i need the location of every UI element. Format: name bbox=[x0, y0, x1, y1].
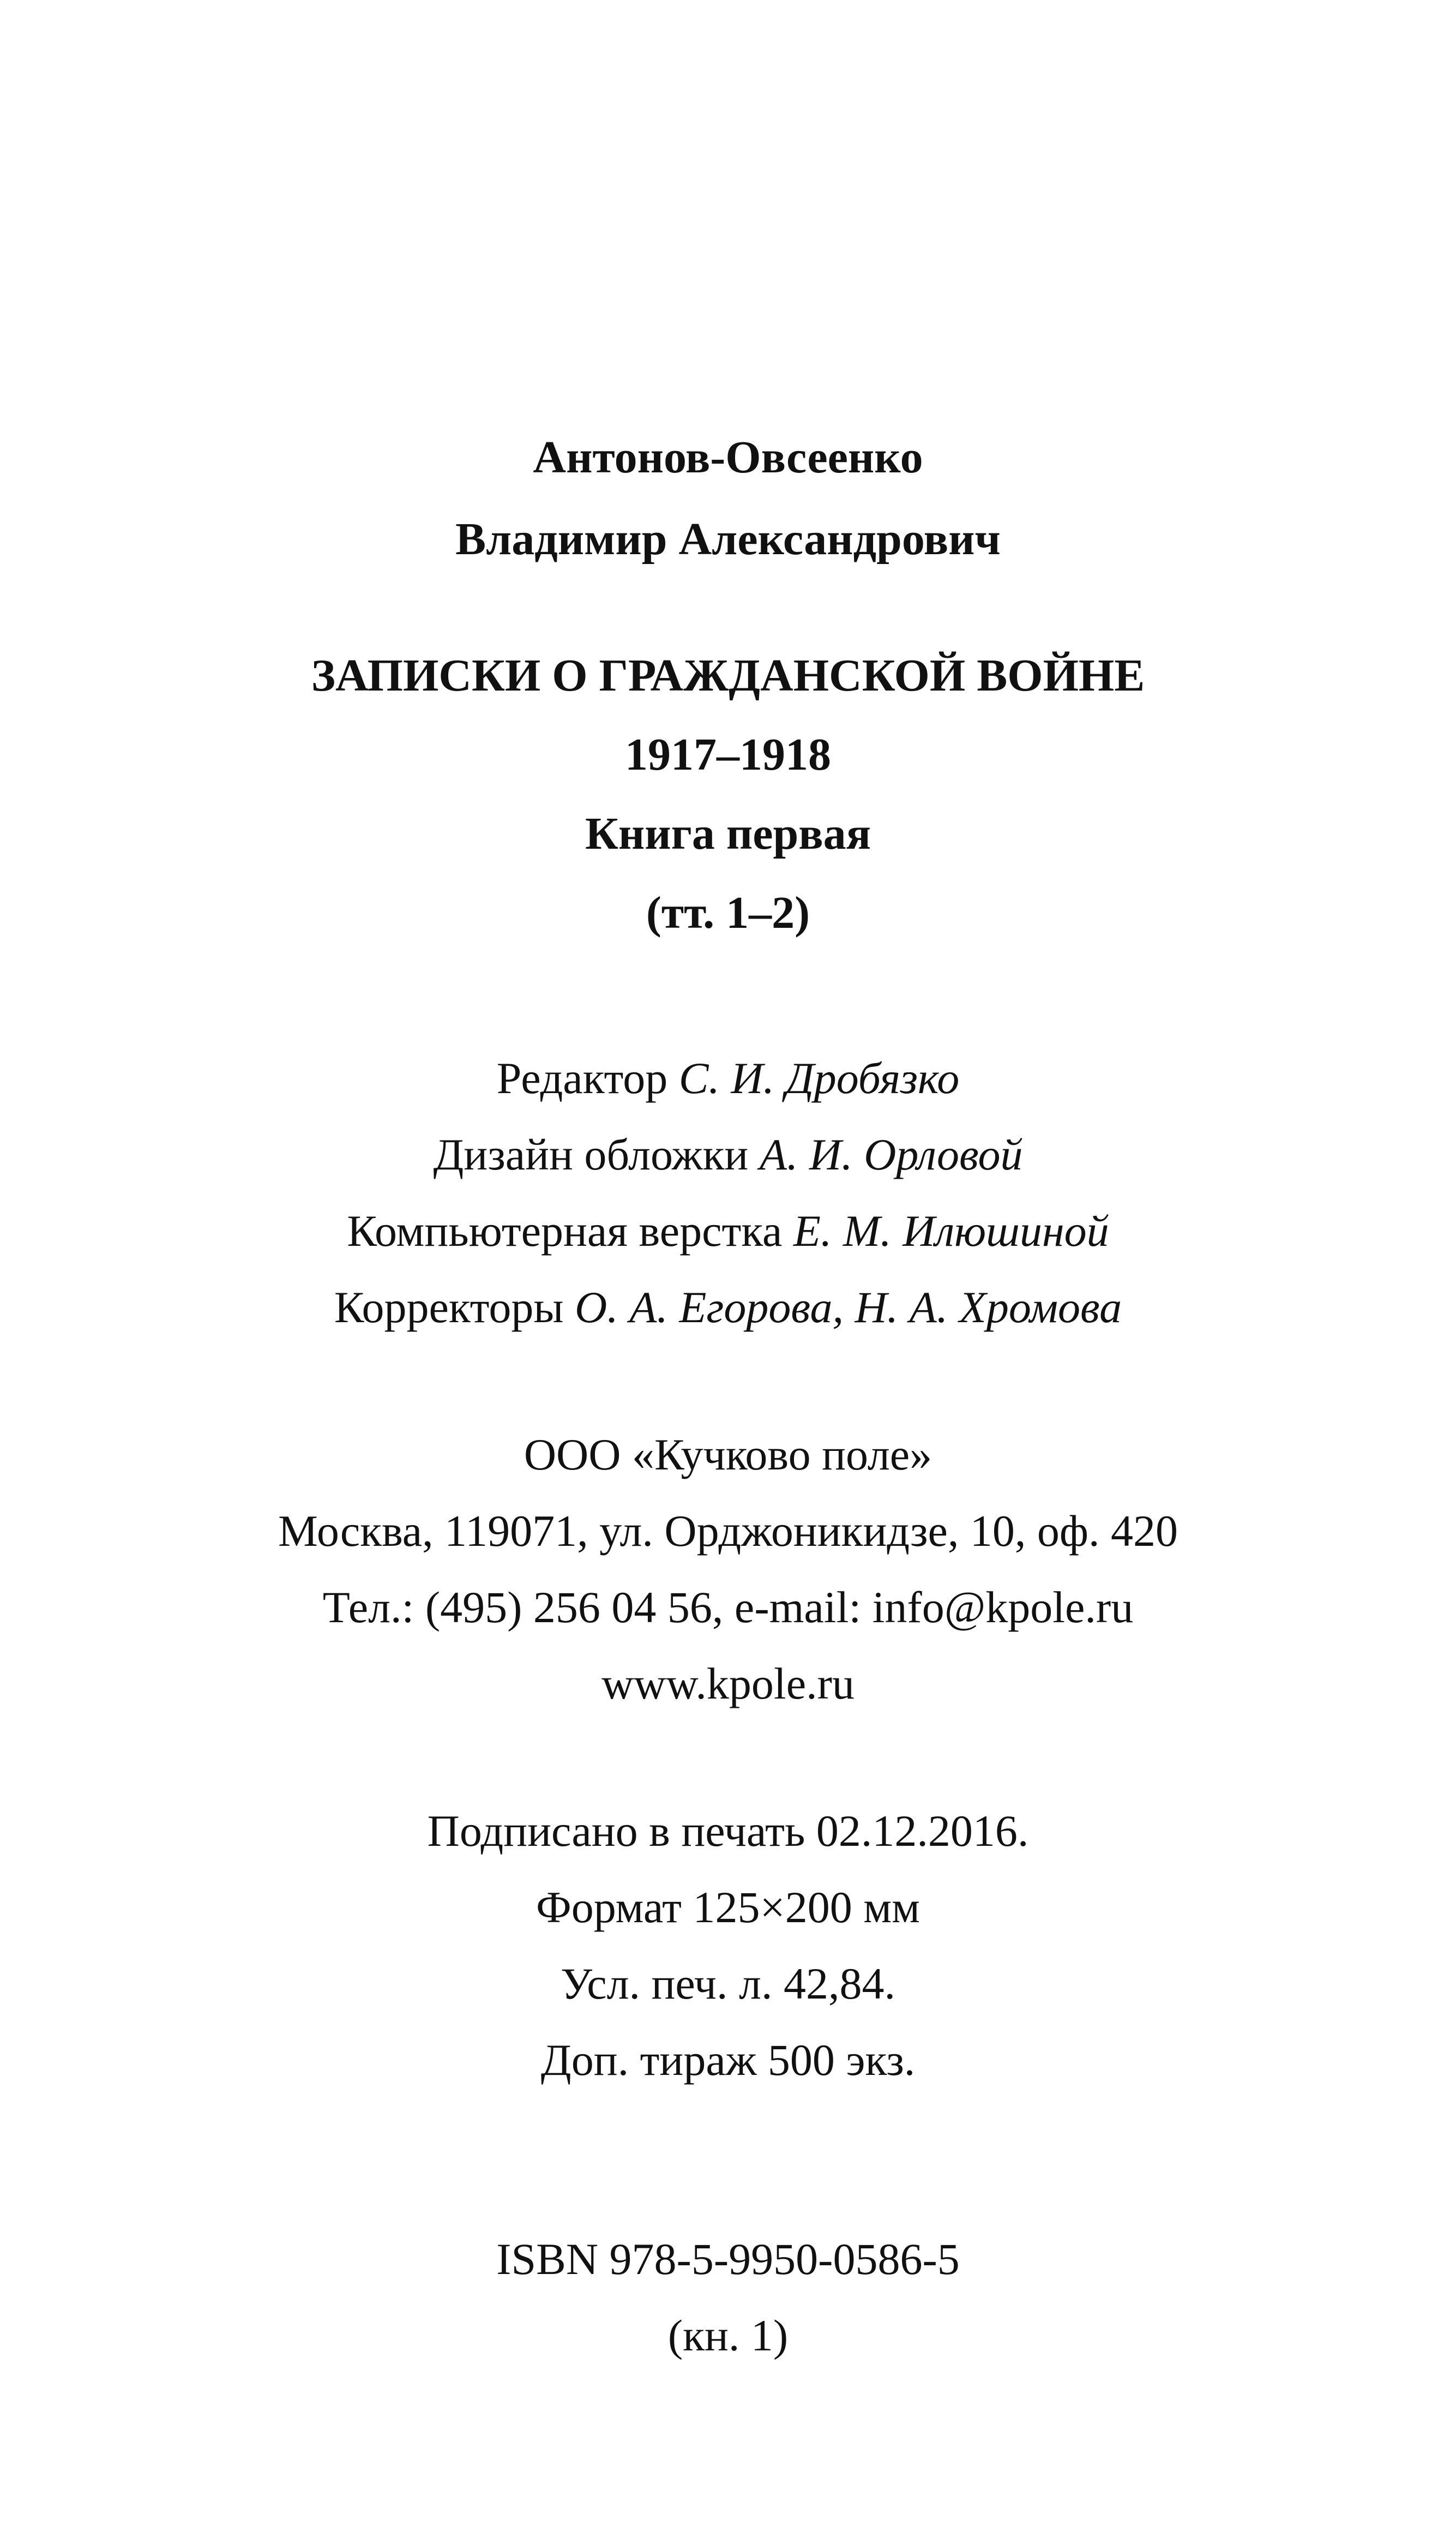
author-given-names: Владимир Александрович bbox=[455, 514, 1001, 565]
credit-names: А. И. Орловой bbox=[759, 1130, 1023, 1179]
credit-names: О. А. Егорова, Н. А. Хромова bbox=[575, 1282, 1122, 1332]
credit-names: Е. М. Илюшиной bbox=[793, 1206, 1109, 1256]
book-volume: Книга первая bbox=[585, 808, 871, 859]
credit-names: С. И. Дробязко bbox=[678, 1053, 960, 1103]
isbn-note: (кн. 1) bbox=[667, 2311, 789, 2360]
credit-role: Редактор bbox=[496, 1053, 668, 1103]
book-title: ЗАПИСКИ О ГРАЖДАНСКОЙ ВОЙНЕ bbox=[311, 650, 1145, 701]
book-years: 1917–1918 bbox=[625, 729, 831, 780]
credit-layout bbox=[0, 1205, 1456, 1257]
credit-cover-design bbox=[0, 1129, 1456, 1180]
isbn-number: ISBN 978-5-9950-0586-5 bbox=[496, 2234, 960, 2284]
publisher-website: www.kpole.ru bbox=[601, 1659, 855, 1708]
credit-role: Дизайн обложки bbox=[433, 1130, 749, 1179]
author-surname: Антонов-Овсеенко bbox=[533, 432, 923, 483]
book-parts: (тт. 1–2) bbox=[646, 887, 810, 938]
print-format: Формат 125×200 мм bbox=[536, 1882, 920, 1932]
print-run: Доп. тираж 500 экз. bbox=[540, 2035, 916, 2085]
publisher-address: Москва, 119071, ул. Орджоникидзе, 10, оф. 420 bbox=[278, 1506, 1178, 1556]
print-sheets: Усл. печ. л. 42,84. bbox=[561, 1959, 895, 2008]
credit-role: Корректоры bbox=[334, 1282, 564, 1332]
print-signed-date: Подписано в печать 02.12.2016. bbox=[427, 1806, 1029, 1856]
credit-editor bbox=[0, 1053, 1456, 1104]
publisher-name: ООО «Кучково поле» bbox=[524, 1430, 932, 1479]
publisher-contacts: Тел.: (495) 256 04 56, e-mail: info@kpole.ru bbox=[322, 1582, 1134, 1632]
credit-role: Компьютерная верстка bbox=[347, 1206, 783, 1256]
credit-proofreaders bbox=[0, 1282, 1456, 1333]
